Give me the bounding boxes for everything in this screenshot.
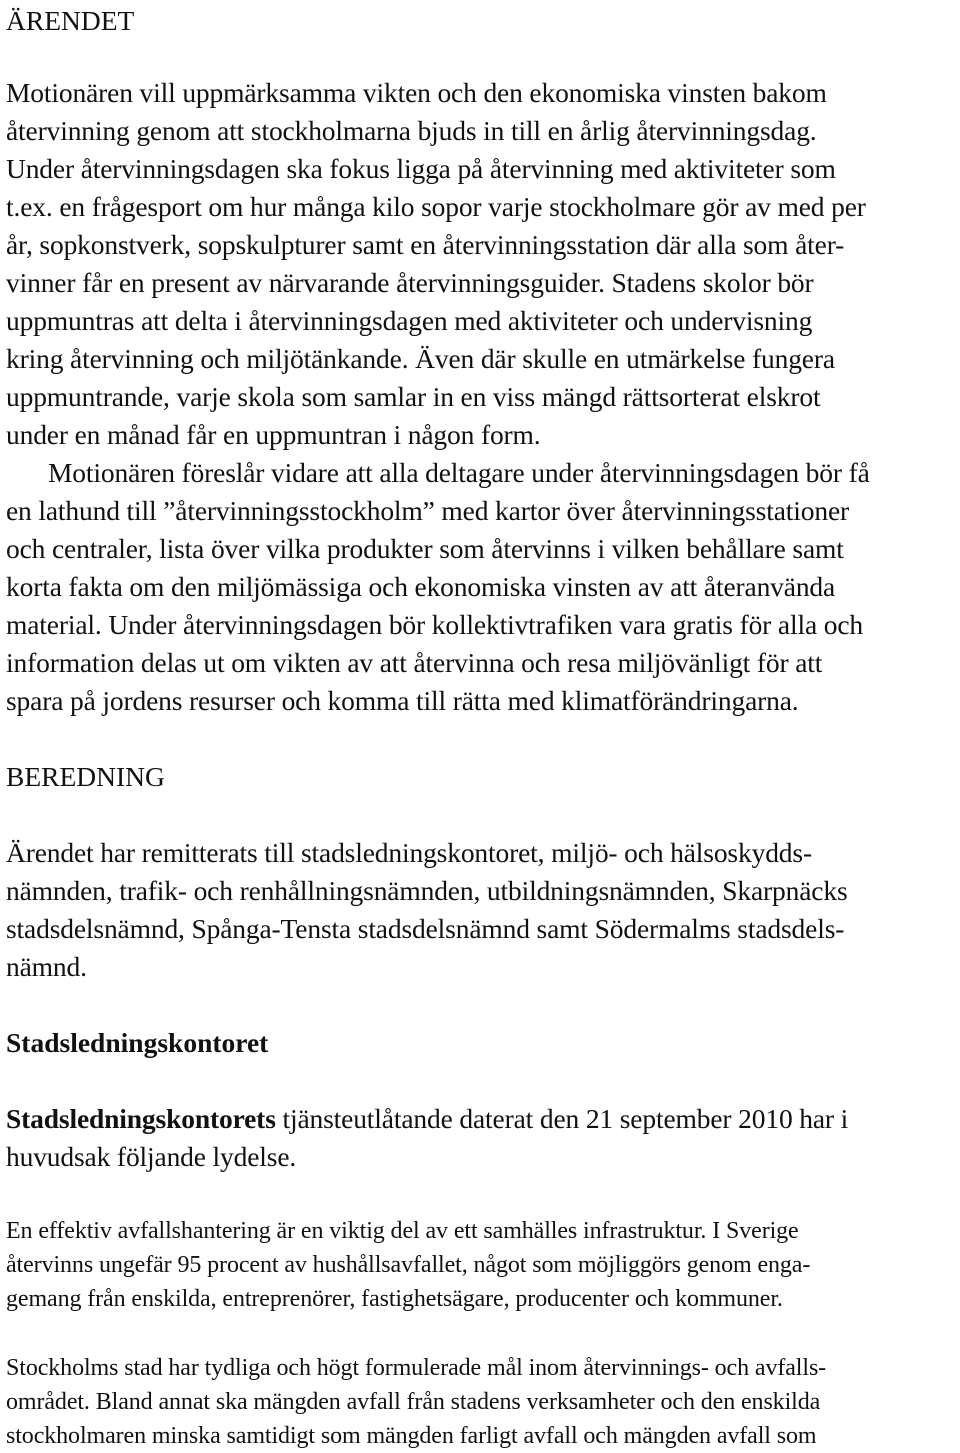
text-line: Stockholms stad har tydliga och högt formulerade mål inom återvinnings- och avfalls- <box>6 1355 827 1381</box>
text-line: t.ex. en frågesport om hur många kilo sopor varje stockholmare gör av med per <box>6 191 866 222</box>
text-line: och centraler, lista över vilka produkter som återvinns i vilken behållare samt <box>6 533 844 564</box>
text-line: Under återvinningsdagen ska fokus ligga på återvinning med aktiviteter som <box>6 153 836 184</box>
text-line: kring återvinning och miljötänkande. Även där skulle en utmärkelse fungera <box>6 343 835 374</box>
heading-stadsledningskontoret: Stadsledningskontoret <box>6 1027 269 1058</box>
text-line: vinner får en present av närvarande återvinningsguider. Stadens skolor bör <box>6 267 814 298</box>
text-line: området. Bland annat ska mängden avfall från stadens verksamheter och den enskilda <box>6 1389 821 1415</box>
heading-arendet: ÄRENDET <box>6 5 135 36</box>
text-line: nämnd. <box>6 951 87 982</box>
text-line: Motionären vill uppmärksamma vikten och den ekonomiska vinsten bakom <box>6 77 827 108</box>
text-line: en lathund till ”återvinningsstockholm” med kartor över återvinningsstationer <box>6 495 850 526</box>
text-line: huvudsak följande lydelse. <box>6 1141 297 1172</box>
text-line: information delas ut om vikten av att återvinna och resa miljövänligt för att <box>6 647 823 678</box>
text-line: uppmuntras att delta i återvinningsdagen med aktiviteter och undervisning <box>6 305 813 336</box>
text-line <box>6 1100 848 1138</box>
text-line: återvinns ungefär 95 procent av hushållsavfallet, något som möjliggörs genom enga- <box>6 1252 811 1278</box>
heading-beredning: BEREDNING <box>6 761 165 792</box>
text-line: under en månad får en uppmuntran i någon form. <box>6 419 541 450</box>
text-line: spara på jordens resurser och komma till rätta med klimatförändringarna. <box>6 685 799 716</box>
text-line: nämnden, trafik- och renhållningsnämnden, utbildningsnämnden, Skarpnäcks <box>6 875 848 906</box>
text-line: material. Under återvinningsdagen bör kollektivtrafiken vara gratis för alla och <box>6 609 863 640</box>
text-line: återvinning genom att stockholmarna bjuds in till en årlig återvinningsdag. <box>6 115 817 146</box>
text-line: gemang från enskilda, entreprenörer, fastighetsägare, producenter och kommuner. <box>6 1286 783 1312</box>
text-line: Ärendet har remitterats till stadsledningskontoret, miljö- och hälsoskydds- <box>6 837 812 868</box>
text-line: stockholmaren minska samtidigt som mängden farligt avfall och mängden avfall som <box>6 1423 817 1449</box>
text-line: korta fakta om den miljömässiga och ekonomiska vinsten av att återanvända <box>6 571 836 602</box>
text-line: Motionären föreslår vidare att alla deltagare under återvinningsdagen bör få <box>48 457 870 488</box>
intro-line-rest: tjänsteutlåtande daterat den 21 september 2010 har i <box>275 1103 849 1134</box>
intro-bold-term: Stadsledningskontorets <box>6 1103 276 1134</box>
text-line: stadsdelsnämnd, Spånga-Tensta stadsdelsnämnd samt Södermalms stadsdels- <box>6 913 845 944</box>
text-line: år, sopkonstverk, sopskulpturer samt en återvinningsstation där alla som åter- <box>6 229 845 260</box>
text-line: En effektiv avfallshantering är en viktig del av ett samhälles infrastruktur. I Sverige <box>6 1218 799 1244</box>
text-line: uppmuntrande, varje skola som samlar in en viss mängd rättsorterat elskrot <box>6 381 821 412</box>
